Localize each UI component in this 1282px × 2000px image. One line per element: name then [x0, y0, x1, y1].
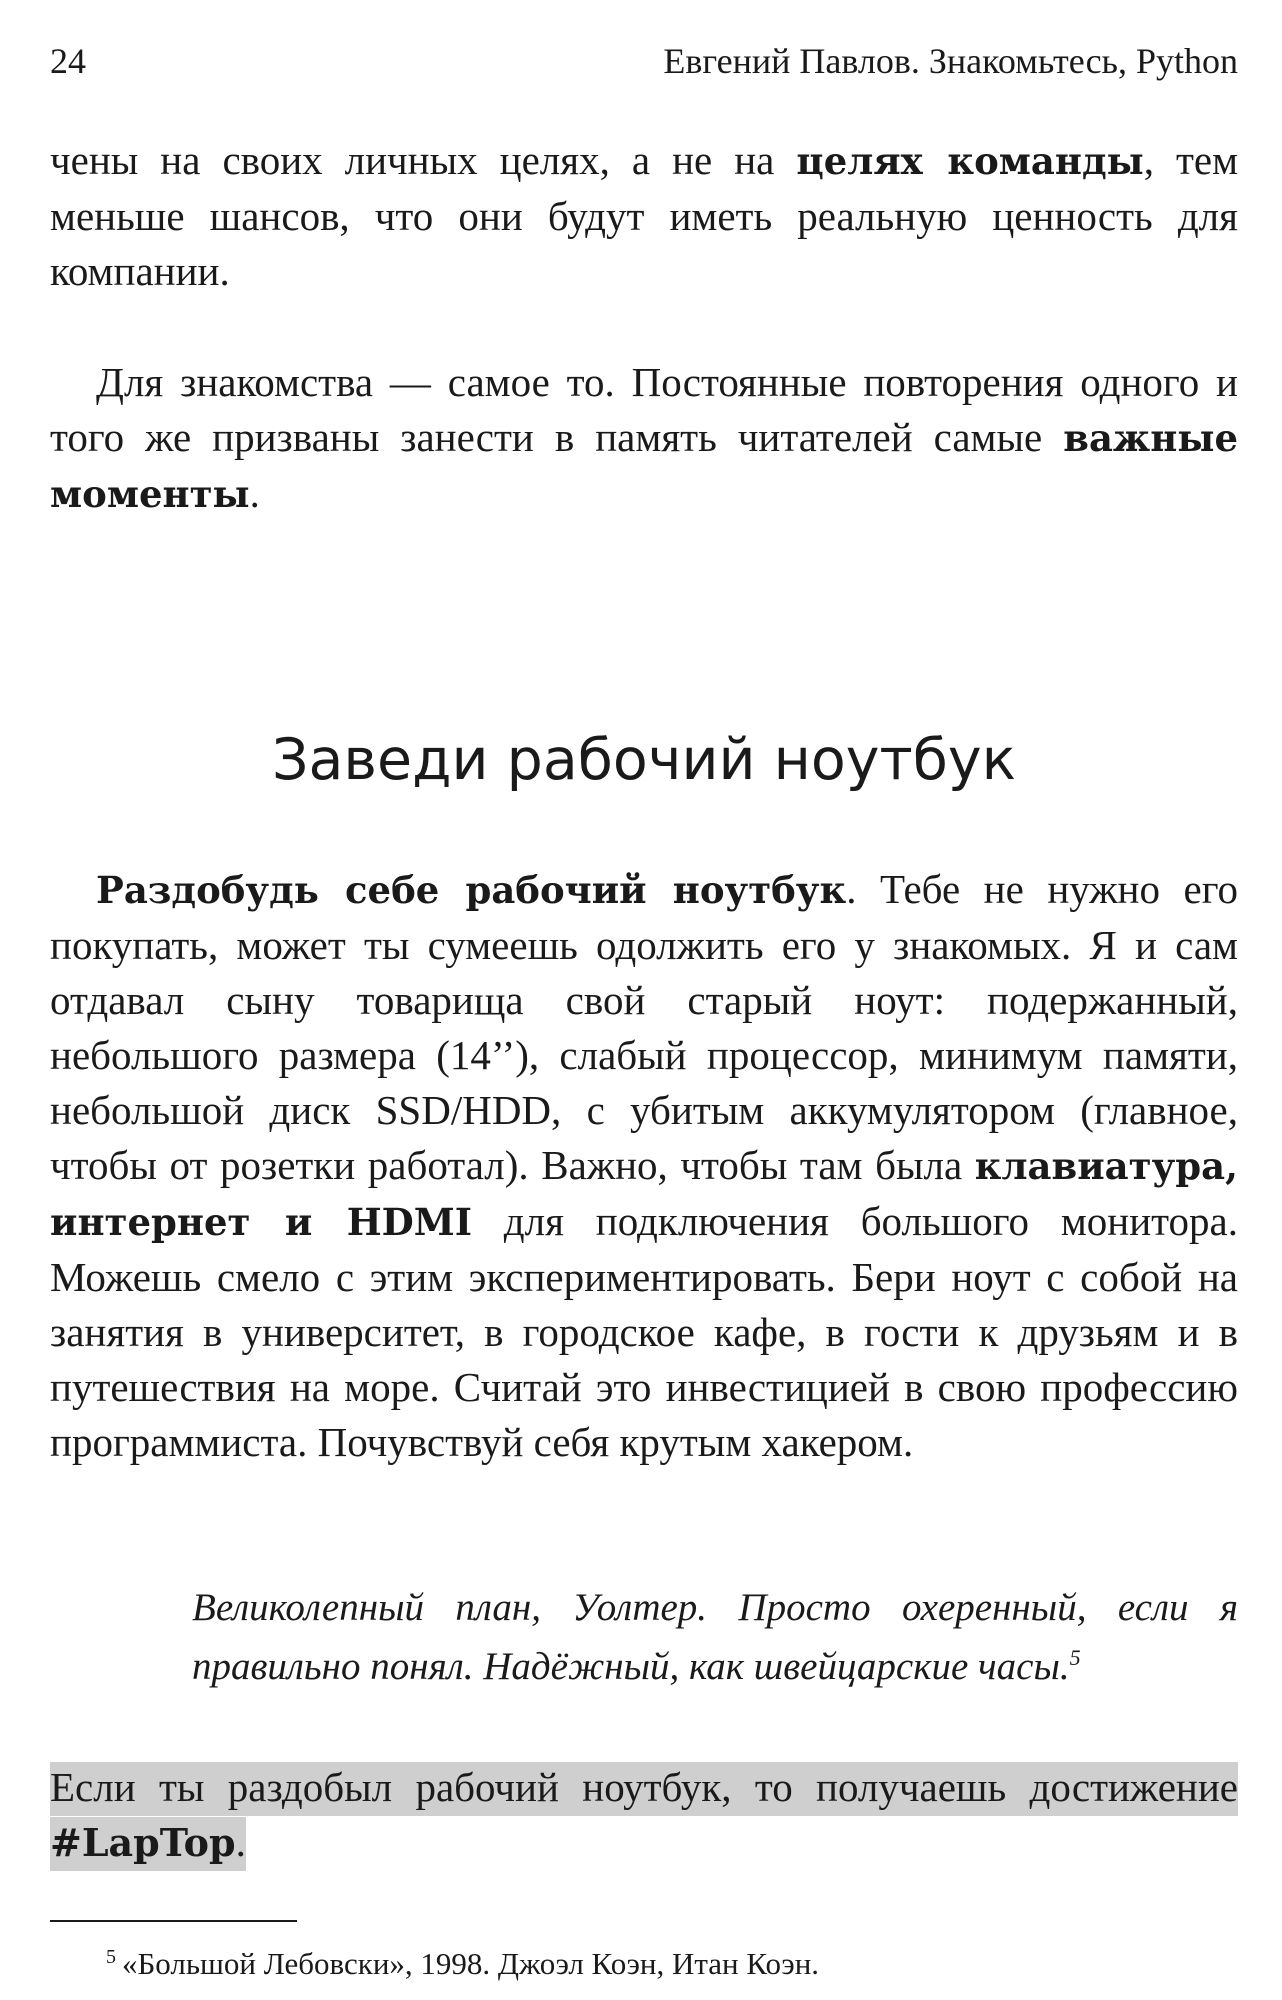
footnote-text: «Большой Лебовски», 1998. Джоэл Коэн, Итан Коэн. — [122, 1946, 820, 1981]
body-text-1: . Тебе не нужно его покупать, может ты сумеешь одолжить его у знакомых. Я и сам отдавал сыну товарища свой старый ноут: подержанный, небольшого размера (14’’), слабый процессор, минимум памяти, небольшой диск SSD/HDD, с убитым аккумулятором (главное, чтобы от розетки работал). Важно, чтобы там была — [50, 866, 1238, 1188]
second-paragraph — [50, 355, 1238, 522]
footnote-divider — [50, 1920, 297, 1922]
epigraph-text: Великолепный план, Уолтер. Просто охеренный, если я правильно понял. Надёжный, как швейцарские часы. — [192, 1586, 1238, 1688]
body-bold-keyboard-internet-hdmi: клавиатура, интернет и HDMI — [50, 1144, 1238, 1244]
achievement-note — [50, 1760, 1238, 1870]
footnote — [106, 1942, 819, 1986]
footnote-reference: 5 — [1069, 1645, 1081, 1670]
achievement-end: . — [235, 1819, 246, 1865]
epigraph-quote — [192, 1578, 1238, 1696]
second-text-1: Для знакомства — самое то. Постоянные повторения одного и того же призваны занести в память читателей самые — [50, 359, 1238, 460]
intro-text-2: , тем меньше шансов, что они будут иметь реальную ценность для компании. — [50, 137, 1239, 294]
book-title: Евгений Павлов. Знакомьтесь, Python — [663, 41, 1238, 81]
body-text-2: для подключения большого монитора. Можешь смело с этим экспериментировать. Бери ноут с собой на занятия в университет, в городское кафе, в гости к друзьям и в путешествия на море. Считай это инвестицией в свою профессию программиста. Почувствуй себя крутым хакером. — [50, 1198, 1238, 1465]
achievement-tag: #LapTop — [50, 1820, 236, 1865]
body-paragraph — [50, 862, 1238, 1470]
page-number: 24 — [50, 41, 86, 81]
book-page — [50, 0, 1238, 2000]
achievement-highlight — [50, 1762, 1238, 1871]
footnote-number: 5 — [106, 1945, 116, 1968]
running-head — [50, 36, 1238, 86]
section-heading: Заведи рабочий ноутбук — [271, 727, 1017, 793]
intro-bold-team-goals: целях команды — [796, 139, 1144, 183]
second-text-2: . — [249, 470, 260, 516]
second-bold-important-points: важные моменты — [50, 416, 1238, 516]
intro-text-1: чены на своих личных целях, а не на — [50, 137, 797, 183]
body-bold-get-laptop: Раздобудь себе рабочий ноутбук — [96, 868, 847, 912]
achievement-text: Если ты раздобыл рабочий ноутбук, то получаешь достижение — [50, 1764, 1238, 1810]
intro-paragraph — [50, 133, 1238, 299]
